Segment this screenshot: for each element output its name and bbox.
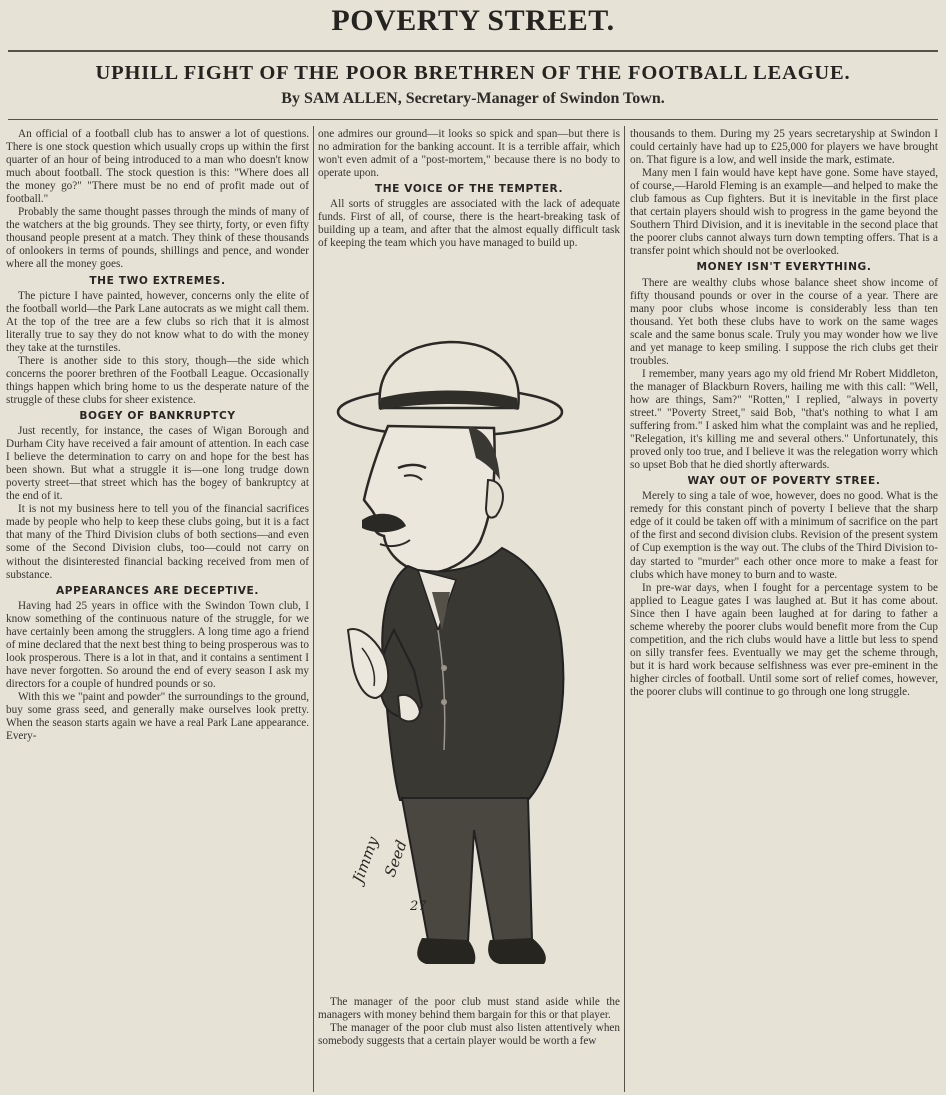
- byline: By SAM ALLEN, Secretary-Manager of Swindon Town.: [281, 90, 665, 107]
- column-rule-right: [624, 126, 625, 1092]
- subheading: BOGEY OF BANKRUPTCY: [79, 409, 236, 422]
- paragraph: I remember, many years ago my old friend Mr Robert Middleton, the manager of Blackburn Rovers, hailing me with this call: "Well, how are things, Sam?" "Rotten," I replied, "always in poverty street." "Poverty Street," said Bob, "that's nothing to what I am suffering from." I asked him what the complaint was and he replied, "Relegation, it's killing me and several others." Unfortunately, this proved only too true, and I believe it was the relegation worry which so upset Bob that he died shortly afterwards.: [630, 367, 938, 472]
- caption-paragraph: The manager of the poor club must stand aside while the managers with money behind them bargain for this or that player.: [318, 996, 620, 1022]
- subheading: THE VOICE OF THE TEMPTER.: [374, 183, 564, 196]
- paragraph: Many men I fain would have kept have gone. Some have stayed, of course,—Harold Fleming is an example—and helped to make the club famous as Cup fighters. But it is inevitable in the first place that certain players should wish to progress in the game beyond the Southern Third Division, and it is inevitable in the second place that the poorer clubs cannot always turn down tempting offers. That is a transfer point which should not be overlooked.: [630, 167, 938, 258]
- paragraph: one admires our ground—it looks so spick and span—but there is no admiration for the banking account. It is a terrible affair, which won't even admit of a "post-mortem," because there is no body to operate upon.: [318, 128, 620, 180]
- signature-text: Jimmy: [348, 834, 383, 886]
- subheading: MONEY ISN'T EVERYTHING.: [696, 261, 872, 274]
- caption-paragraph: The manager of the poor club must also listen attentively when somebody suggests that a certain player would be worth a few: [318, 1022, 620, 1048]
- illustration-caption: [318, 996, 620, 1048]
- column-1: [6, 128, 309, 743]
- suit: [348, 548, 563, 800]
- headline: POVERTY STREET.: [331, 4, 615, 37]
- subheading: APPEARANCES ARE DECEPTIVE.: [55, 584, 260, 597]
- face: [362, 426, 503, 573]
- subheading: WAY OUT OF POVERTY STREE.: [687, 475, 881, 488]
- trousers: [402, 798, 546, 964]
- caricature-illustration: [318, 330, 618, 992]
- paragraph: In pre-war days, when I fought for a percentage system to be applied to League gates I was laughed at. But it has come about. Since then I have again been laughed at for daring to father a scheme whereby the poorer clubs would benefit more from the Cup competition, and the rich clubs would have a little but less to spend on silly transfer fees. Eventually we may get the scheme through, but it is hard work because selfishness was ever pre-eminent in the higher circles of football. Until some sort of relief comes, however, the poorer clubs will continue to go through one long struggle.: [630, 581, 938, 698]
- hat-icon: [338, 342, 562, 436]
- paragraph: Having had 25 years in office with the Swindon Town club, I know something of the continuous nature of the struggle, for we have certainly been among the strugglers. A long time ago a friend of mine declared that the next best thing to being prosperous was to look prosperous. There is a lot in that, and it contains a sentiment I have never forgotten. So around the end of every season I ask my directors for a couple of hundred pounds or so.: [6, 599, 309, 690]
- paragraph: All sorts of struggles are associated with the lack of adequate funds. First of all, of course, there is the heart-breaking task of building up a team, and after that the almost equally difficult task of keeping the team which you have managed to build up.: [318, 198, 620, 250]
- headline-rule: [8, 50, 938, 52]
- column-2: [318, 128, 620, 250]
- paragraph: An official of a football club has to answer a lot of questions. There is one stock question which usually crops up within the first quarter of an hour of being introduced to a man who doesn't know much about football. The stock question is this: "Where does all the money go?" "There must be no end of profit made out of football.": [6, 128, 309, 206]
- byline-rule: [8, 119, 938, 120]
- column-3: [630, 128, 938, 699]
- signature-text: 27: [410, 899, 427, 914]
- paragraph: thousands to them. During my 25 years secretaryship at Swindon I could certainly have had up to £25,000 for players we have brought on. That figure is a low, and well inside the mark, estimate.: [630, 128, 938, 167]
- paragraph: With this we "paint and powder" the surroundings to the ground, buy some grass seed, and generally make ourselves look pretty. When the season starts again we have a real Park Lane appearance. Every-: [6, 690, 309, 743]
- paragraph: Just recently, for instance, the cases of Wigan Borough and Durham City have received a fair amount of attention. In each case I believe the determination to carry on and hope for the best has been shown. But what a struggle it is—one long trudge down poverty street—that street which has the bogey of bankruptcy at the end of it.: [6, 425, 309, 503]
- deck-headline: UPHILL FIGHT OF THE POOR BRETHREN OF THE FOOTBALL LEAGUE.: [95, 62, 851, 84]
- paragraph: There is another side to this story, though—the side which concerns the poorer brethren of the Football League. Occasionally things happen which bring home to us the desperate nature of the struggle of these clubs for sheer existence.: [6, 354, 309, 406]
- subheading: THE TWO EXTREMES.: [89, 274, 226, 287]
- paragraph: There are wealthy clubs whose balance sheet show income of fifty thousand pounds or over in the course of a year. There are many poor clubs whose income is considerably less than ten thousand. Yet both these clubs have to work on the same wages scale and the same bonus scale. Truly you may wonder how we live and yet manage to keep smiling. I suppose the rich clubs get their troubles.: [630, 276, 938, 367]
- paragraph: Probably the same thought passes through the minds of many of the watchers at the big grounds. They see thirty, forty, or even fifty thousand people present at a match. They think of these thousands of onlookers in terms of pounds, shillings and pence, and wonder where all the money goes.: [6, 206, 309, 271]
- paragraph: Merely to sing a tale of woe, however, does no good. What is the remedy for this constant pinch of poverty I believe that the sharp edge of it could be taken off with a minimum of sacrifice on the part of the first and second division clubs. Revision of the present system of Cup exemption is the way out. The clubs of the Third Division to-day started to "murder" each other once more to make a feast for clubs which have money to burn and to waste.: [630, 490, 938, 581]
- paragraph: The picture I have painted, however, concerns only the elite of the football world—the Park Lane autocrats as we might call them. At the top of the tree are a few clubs so rich that it is almost literally true to say they do not know what to do with the money they take at the turnstiles.: [6, 289, 309, 354]
- signature-text: Seed: [380, 837, 411, 880]
- column-rule-left: [313, 126, 314, 1092]
- paragraph: It is not my business here to tell you of the financial sacrifices made by people who help to keep these clubs going, but it is a fact that many of the Third Division clubs of both sections—and even some of the Second Division clubs, too—could not carry on without the disinterested financial backing received from men of substance.: [6, 503, 309, 581]
